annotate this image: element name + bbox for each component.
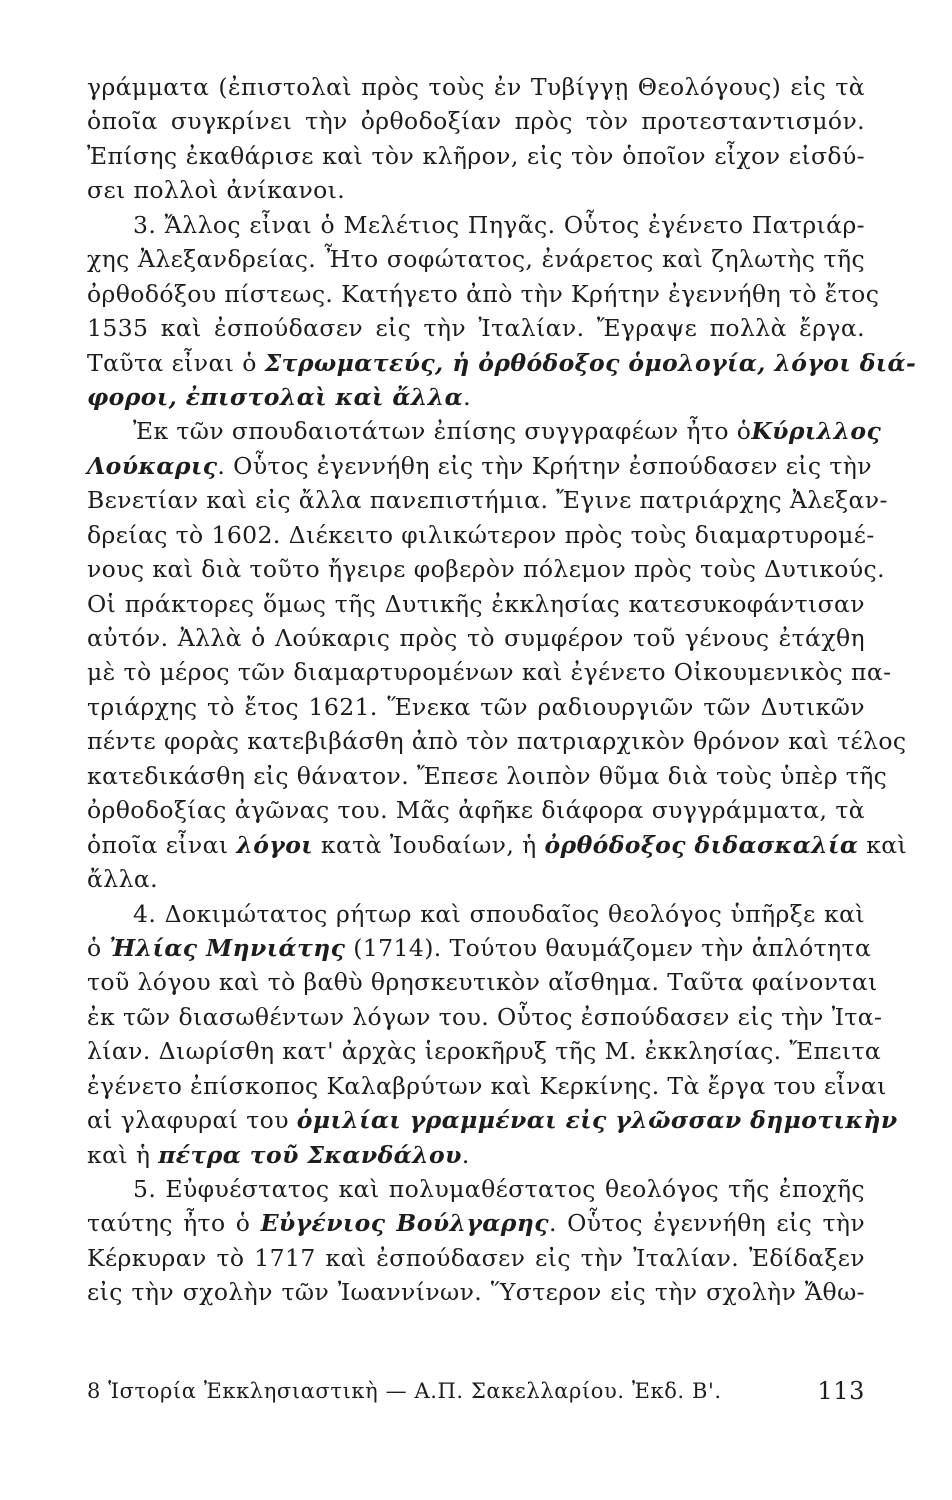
page-body [87, 70, 917, 1310]
text-line [87, 1172, 865, 1206]
text-line [87, 242, 865, 276]
text-run: . Οὗτος ἐγεννήθη εἰς τὴν [548, 1209, 866, 1238]
text-run: ταύτης ἦτο ὁ [87, 1209, 261, 1238]
text-run: . [461, 1140, 470, 1169]
text-line [87, 104, 865, 138]
text-run: 1535 καὶ ἐσπούδασεν εἰς τὴν Ἰταλίαν. Ἔγραψε πολλὰ ἔργα. [87, 314, 865, 343]
text-run: ὀρθοδοξίας ἀγῶνας του. Μᾶς ἀφῆκε διάφορα συγγράμματα, τὰ [87, 796, 865, 825]
text-line [87, 277, 880, 311]
text-run: αἱ γλαφυραί του [87, 1106, 297, 1135]
text-run: τοῦ λόγου καὶ τὸ βαθὺ θρησκευτικὸν αἴσθημα. Ταῦτα φαίνονται [87, 968, 878, 997]
text-line [87, 690, 865, 724]
text-run: δρείας τὸ 1602. Διέκειτο φιλικώτερον πρὸς τοὺς διαμαρτυρομέ- [87, 520, 875, 549]
emphasized-text: ὁμιλίαι γραμμέναι εἰς γλῶσσαν δημοτικὴν [296, 1106, 898, 1135]
text-run: γράμματα (ἐπιστολαὶ πρὸς τοὺς ἐν Τυβίγγῃ Θεολόγους) εἰς τὰ [87, 73, 865, 101]
text-run: Ἐπίσης ἐκαθάρισε καὶ τὸν κλῆρον, εἰς τὸν ὁποῖον εἶχον εἰσδύ- [87, 141, 865, 170]
text-line [87, 621, 865, 655]
text-line [87, 70, 865, 104]
text-line [87, 587, 865, 621]
text-line [87, 518, 875, 552]
text-line [87, 655, 892, 689]
text-run: αὐτόν. Ἀλλὰ ὁ Λούκαρις πρὸς τὸ συμφέρον τοῦ γένους ἐτάχθη [87, 624, 865, 652]
text-run: νους καὶ διὰ τοῦτο ἤγειρε φοβερὸν πόλεμον πρὸς τοὺς Δυτικούς. [87, 555, 885, 584]
text-line [87, 931, 872, 965]
text-run: καὶ ἡ [87, 1140, 159, 1169]
text-line [87, 483, 888, 517]
emphasized-text: ὀρθόδοξος διδασκαλία [544, 830, 859, 859]
text-line [87, 1241, 865, 1275]
text-run: ὁποῖα εἶναι [87, 830, 237, 859]
page-footer [87, 1376, 865, 1406]
text-run: 4. Δοκιμώτατος ρήτωρ καὶ σπουδαῖος θεολόγος ὑπῆρξε καὶ [133, 899, 865, 928]
emphasized-text: Ἠλίας Μηνιάτης [109, 933, 346, 962]
text-run: 3. Ἄλλος εἶναι ὁ Μελέτιος Πηγᾶς. Οὗτος ἐγένετο Πατριάρ- [133, 210, 865, 239]
text-run: καὶ [858, 830, 908, 859]
text-line [87, 828, 908, 862]
emphasized-text: πέτρα τοῦ Σκανδάλου [158, 1140, 462, 1169]
text-run: ἐγένετο ἐπίσκοπος Καλαβρύτων καὶ Κερκίνης. Τὰ ἔργα του εἶναι [87, 1071, 887, 1100]
text-run: (1714). Τούτου θαυμάζομεν τὴν ἁπλότητα [345, 933, 872, 962]
emphasized-text: Εὐγένιος Βούλγαρης [260, 1209, 549, 1238]
emphasized-text: φοροι, ἐπιστολαὶ καὶ ἄλλα [87, 382, 464, 411]
text-run: Βενετίαν καὶ εἰς ἄλλα πανεπιστήμια. Ἔγινε πατριάρχης Ἀλεξαν- [87, 486, 888, 515]
text-line [87, 139, 865, 173]
text-line [87, 208, 865, 242]
text-run: ἐκ τῶν διασωθέντων λόγων του. Οὗτος ἐσπούδασεν εἰς τὴν Ἰτα- [87, 1002, 883, 1031]
text-line [87, 793, 865, 827]
text-run: . [463, 382, 472, 411]
text-run: ὁποῖα συγκρίνει τὴν ὀρθοδοξίαν πρὸς τὸν προτεσταντισμόν. [87, 107, 865, 136]
text-line [87, 173, 865, 207]
text-run: ὁ [87, 933, 110, 962]
text-run: Ταῦτα εἶναι ὁ [87, 348, 265, 377]
text-line [87, 1103, 898, 1137]
text-run: ὀρθοδόξου πίστεως. Κατήγετο ἀπὸ τὴν Κρήτην ἐγεννήθη τὸ ἔτος [87, 279, 880, 308]
text-line [87, 724, 907, 758]
text-line [87, 862, 865, 896]
text-line [87, 311, 865, 345]
text-line [87, 1069, 887, 1103]
text-run: χης Ἀλεξανδρείας. Ἦτο σοφώτατος, ἐνάρετος καὶ ζηλωτὴς τῆς [87, 245, 865, 274]
text-run: τριάρχης τὸ ἔτος 1621. Ἕνεκα τῶν ραδιουργιῶν τῶν Δυτικῶν [87, 692, 865, 721]
text-line [87, 449, 872, 483]
text-run: Οἱ πράκτορες ὅμως τῆς Δυτικῆς ἐκκλησίας κατεσυκοφάντισαν [87, 589, 865, 618]
text-line [87, 346, 917, 380]
text-line [87, 1206, 865, 1240]
text-run: Κέρκυραν τὸ 1717 καὶ ἐσπούδασεν εἰς τὴν Ἰταλίαν. Ἐδίδαξεν [87, 1243, 865, 1272]
text-run: . Οὗτος ἐγεννήθη εἰς τὴν Κρήτην ἐσπούδασεν εἰς τὴν [217, 451, 872, 480]
text-line [87, 380, 865, 414]
text-run: πέντε φορὰς κατεβιβάσθη ἀπὸ τὸν πατριαρχικὸν θρόνον καὶ τέλος [87, 727, 907, 756]
emphasized-text: Λούκαρις [87, 451, 218, 480]
text-run: εἰς τὴν σχολὴν τῶν Ἰωαννίνων. Ὕστερον εἰς τὴν σχολὴν Ἄθω- [87, 1278, 865, 1307]
text-run: Ἐκ τῶν σπουδαιοτάτων ἐπίσης συγγραφέων ἦτο ὁ [133, 417, 752, 446]
emphasized-text: Κύριλλος [751, 417, 882, 446]
text-run: 5. Εὐφυέστατος καὶ πολυμαθέστατος θεολόγος τῆς ἐποχῆς [133, 1175, 865, 1203]
text-line [87, 1138, 865, 1172]
text-line [87, 759, 888, 793]
text-run: λίαν. Διωρίσθη κατ' ἀρχὰς ἱεροκῆρυξ τῆς Μ. ἐκκλησίας. Ἔπειτα [87, 1037, 882, 1066]
text-run: ἄλλα. [87, 865, 158, 894]
text-line [87, 897, 865, 931]
emphasized-text: λόγοι [236, 830, 314, 859]
emphasized-text: Στρωματεύς, ἡ ὀρθόδοξος ὁμολογία, λόγοι διά- [264, 348, 917, 377]
text-line [87, 552, 885, 586]
text-line [87, 1275, 865, 1309]
text-run: μὲ τὸ μέρος τῶν διαμαρτυρομένων καὶ ἐγένετο Οἰκουμενικὸς πα- [87, 658, 892, 687]
text-run: κατὰ Ἰουδαίων, ἡ [313, 830, 545, 859]
text-run: κατεδικάσθη εἰς θάνατον. Ἔπεσε λοιπὸν θῦμα διὰ τοὺς ὑπὲρ τῆς [87, 761, 888, 790]
text-line [87, 965, 878, 999]
text-line [87, 1034, 882, 1068]
page-number: 113 [817, 1377, 865, 1405]
text-line [87, 1000, 883, 1034]
printer-signature: 8 Ἱστορία Ἐκκλησιαστικὴ — Α.Π. Σακελλαρίου. Ἐκδ. Β'. [87, 1379, 722, 1403]
text-line [87, 414, 882, 448]
text-run: σει πολλοὶ ἀνίκανοι. [87, 176, 346, 205]
